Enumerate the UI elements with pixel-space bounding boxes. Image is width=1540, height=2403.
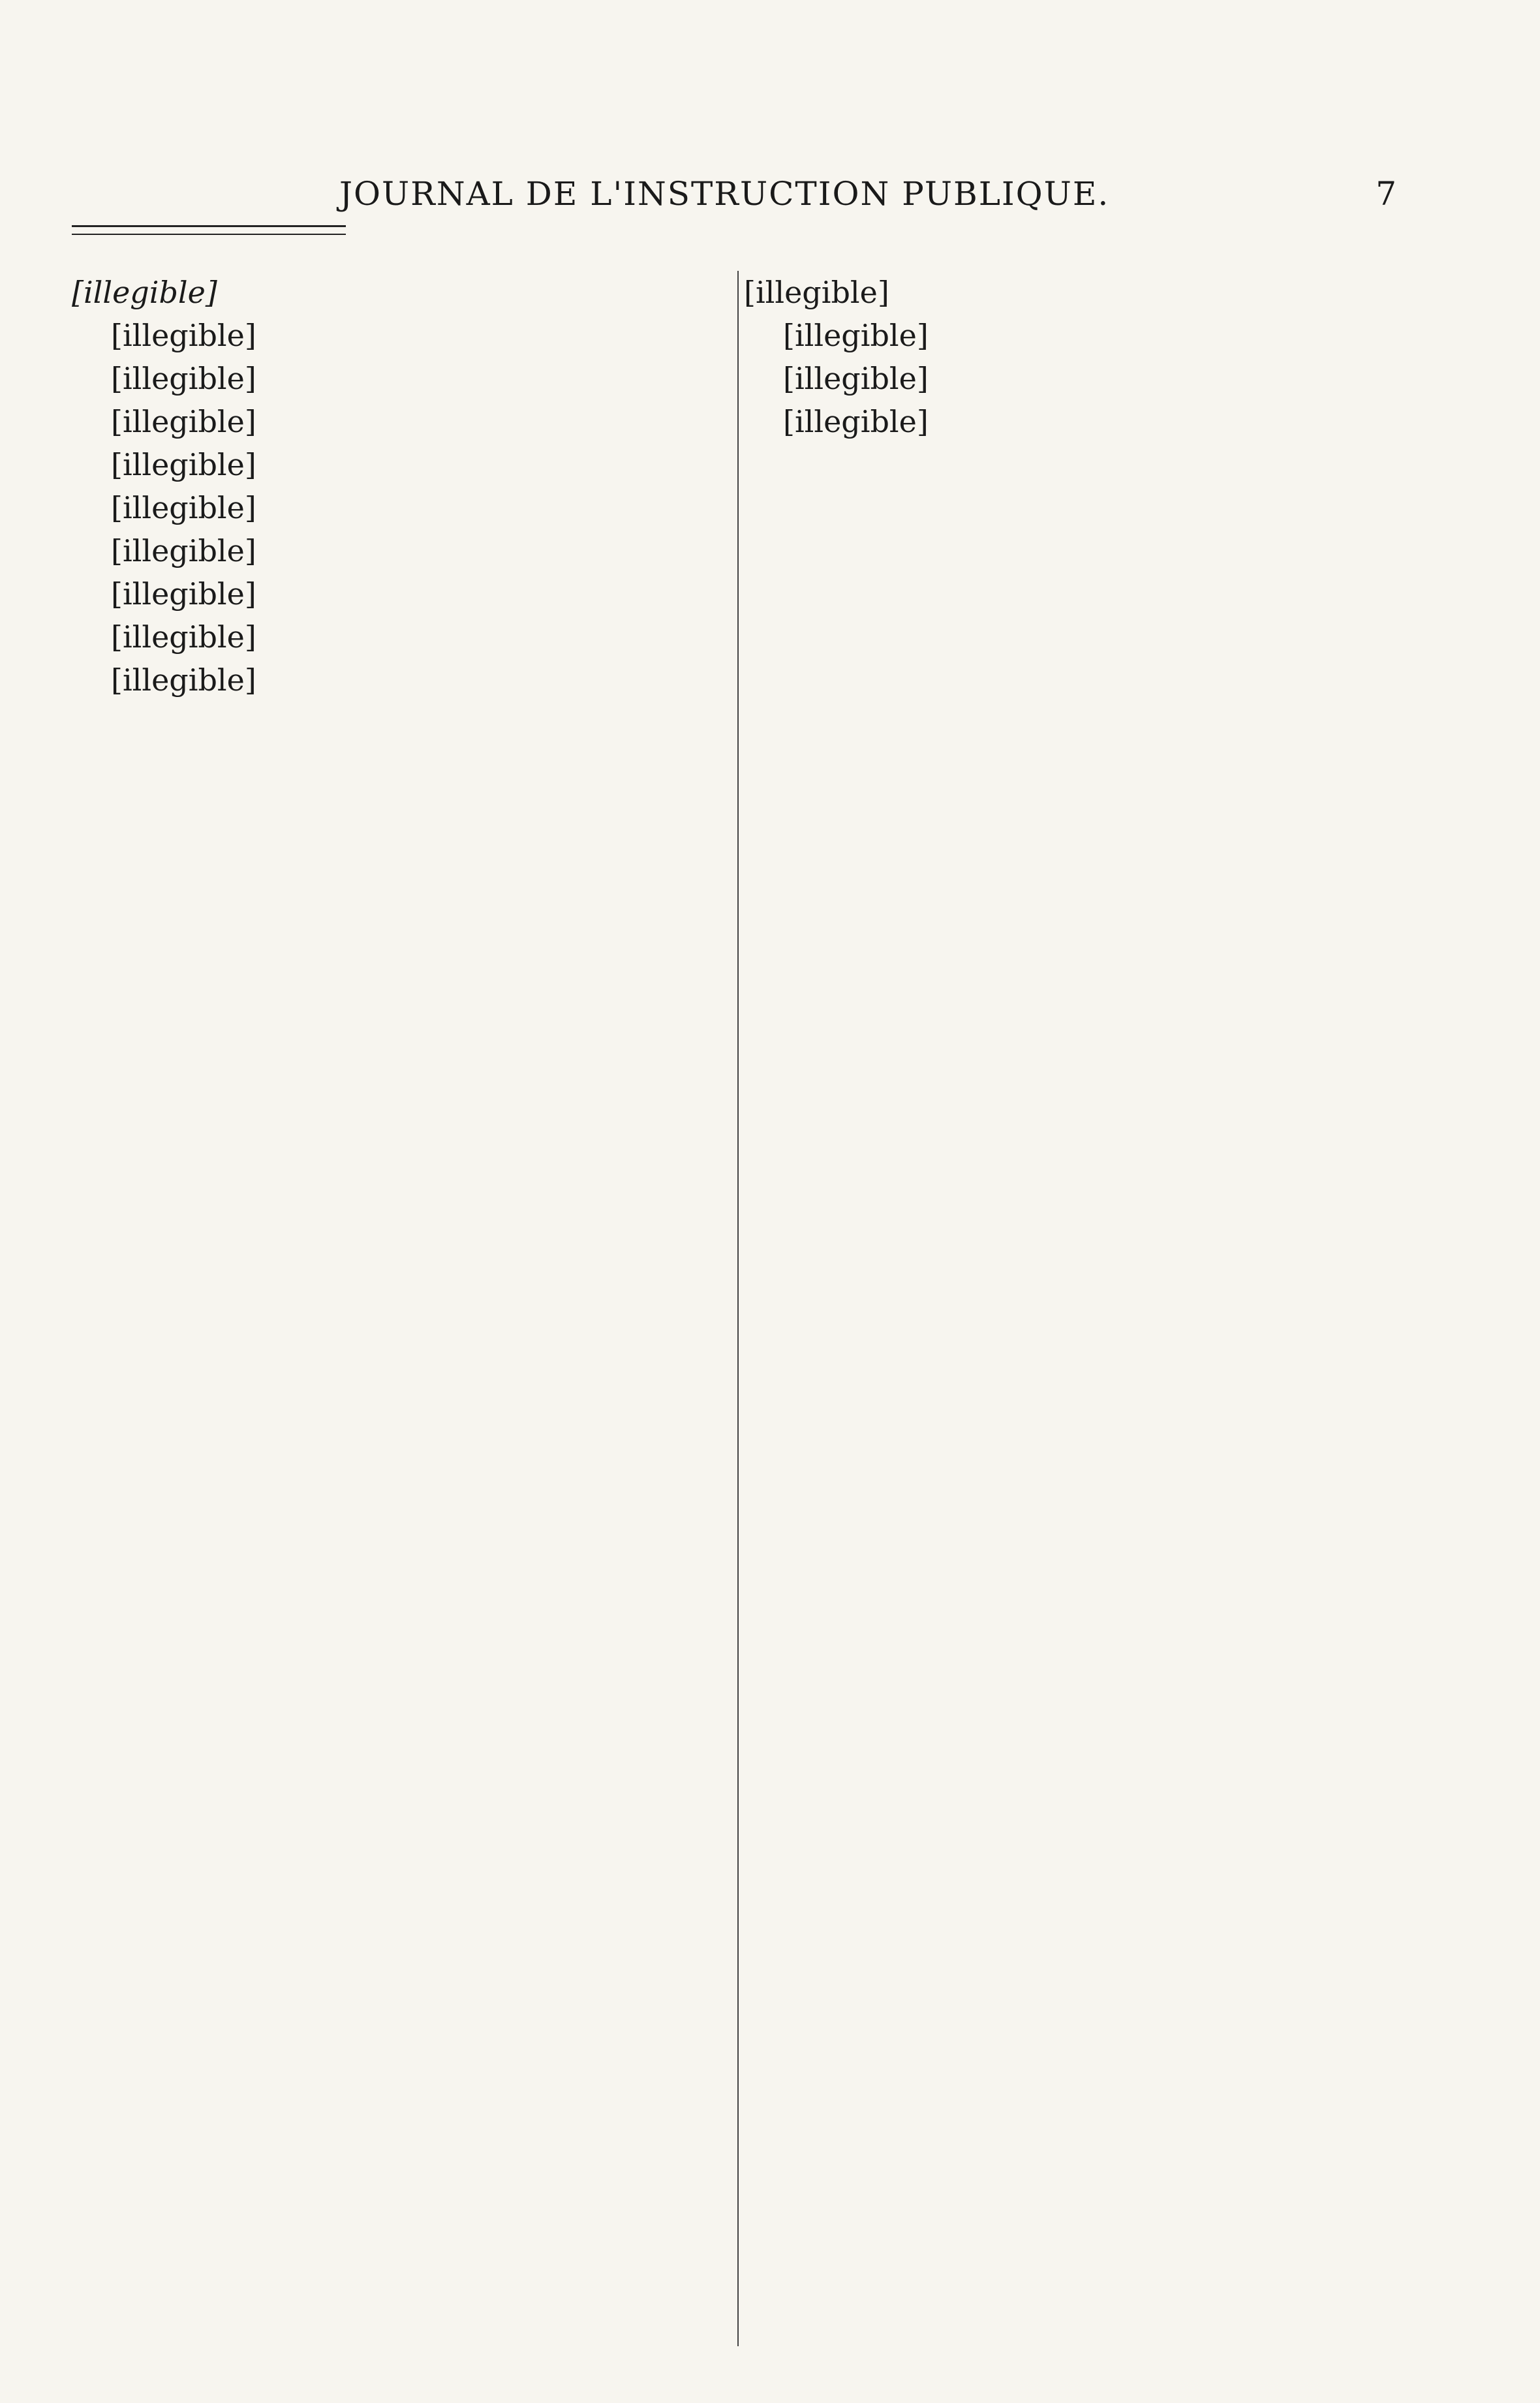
journal-title: JOURNAL DE L'INSTRUCTION PUBLIQUE.	[339, 175, 1110, 213]
paragraph: [illegible]	[111, 576, 256, 612]
paragraph: [illegible]	[111, 533, 256, 568]
paragraph: [illegible]	[744, 275, 889, 310]
paragraph: [illegible]	[111, 490, 256, 525]
paragraph: [illegible]	[783, 361, 929, 396]
left-column	[72, 274, 724, 705]
header-rule	[72, 225, 346, 235]
column-divider	[737, 271, 739, 2346]
paragraph: [illegible]	[111, 361, 256, 396]
paragraph: [illegible]	[111, 318, 256, 353]
paragraph: [illegible]	[72, 275, 217, 310]
right-column	[744, 274, 1396, 446]
paragraph: [illegible]	[783, 318, 929, 353]
paragraph: [illegible]	[111, 404, 256, 439]
paragraph: [illegible]	[111, 662, 256, 698]
page-number: 7	[1376, 175, 1396, 213]
paragraph: [illegible]	[111, 619, 256, 655]
paragraph: [illegible]	[783, 404, 929, 439]
paragraph: [illegible]	[111, 447, 256, 482]
running-header	[339, 175, 1396, 213]
